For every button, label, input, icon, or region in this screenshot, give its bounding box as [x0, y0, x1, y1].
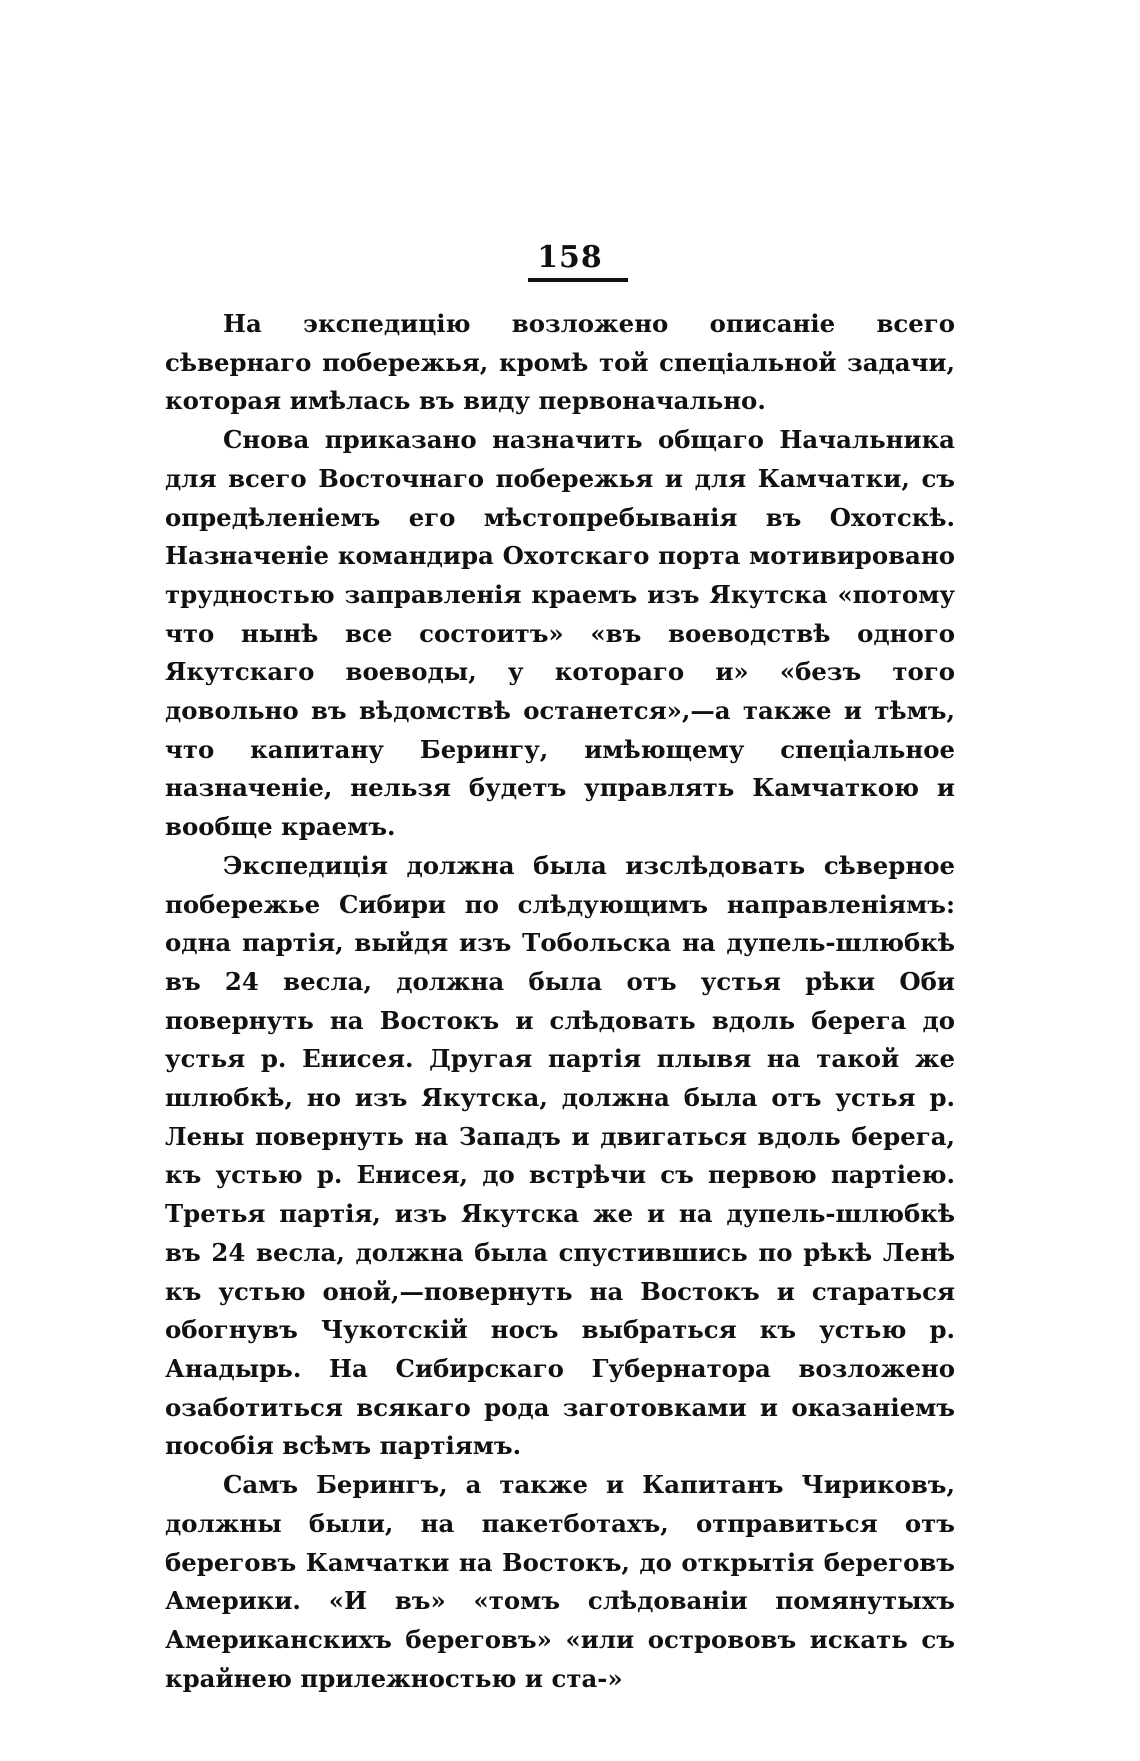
paragraph: Самъ Берингъ, а также и Капитанъ Чириковъ, должны были, на пакетботахъ, отправиться отъ береговъ Камчатки на Востокъ, до открытія береговъ Америки. «И въ» «томъ слѣдованіи помянутыхъ Американскихъ береговъ» «или острововъ искать съ крайнею прилежностью и ста-»: [165, 1470, 955, 1693]
page-number: 158: [537, 240, 603, 275]
header-rule: [528, 278, 628, 282]
paragraph: Экспедиція должна была изслѣдовать сѣверное побережье Сибири по слѣдующимъ направленіямъ: одна партія, выйдя изъ Тобольска на дупель-шлюбкѣ въ 24 весла, должна была отъ устья рѣки Оби повернуть на Востокъ и слѣдовать вдоль берега до устья р. Енисея. Другая партія плывя на такой же шлюбкѣ, но изъ Якутска, должна была отъ устья р. Лены повернуть на Западъ и двигаться вдоль берега, къ устью р. Енисея, до встрѣчи съ первою партіею. Третья партія, изъ Якутска же и на дупель-шлюбкѣ въ 24 весла, должна была спустившись по рѣкѣ Ленѣ къ устью оной,—повернуть на Востокъ и стараться обогнувъ Чукотскій носъ выбраться къ устью р. Анадырь. На Сибирскаго Губернатора возложено озаботиться всякаго рода заготовками и оказаніемъ пособія всѣмъ партіямъ.: [165, 850, 955, 1461]
paragraph: Снова приказано назначить общаго Начальника для всего Восточнаго побережья и для Камчатки, съ опредѣленіемъ его мѣстопребыванія въ Охотскѣ. Назначеніе командира Охотскаго порта мотивировано трудностью заправленія краемъ изъ Якутска «потому что нынѣ все состоитъ» «въ воеводствѣ одного Якутскаго воеводы, у котораго и» «безъ того довольно въ вѣдомствѣ останется»,—а также и тѣмъ, что капитану Берингу, имѣющему спеціальное назначеніе, нельзя будетъ управлять Камчаткою и вообще краемъ.: [165, 425, 955, 842]
paragraph: На экспедицію возложено описаніе всего сѣвернаго побережья, кромѣ той спеціальной задачи, которая имѣлась въ виду первоначально.: [165, 309, 955, 416]
body-text: [165, 305, 955, 1698]
